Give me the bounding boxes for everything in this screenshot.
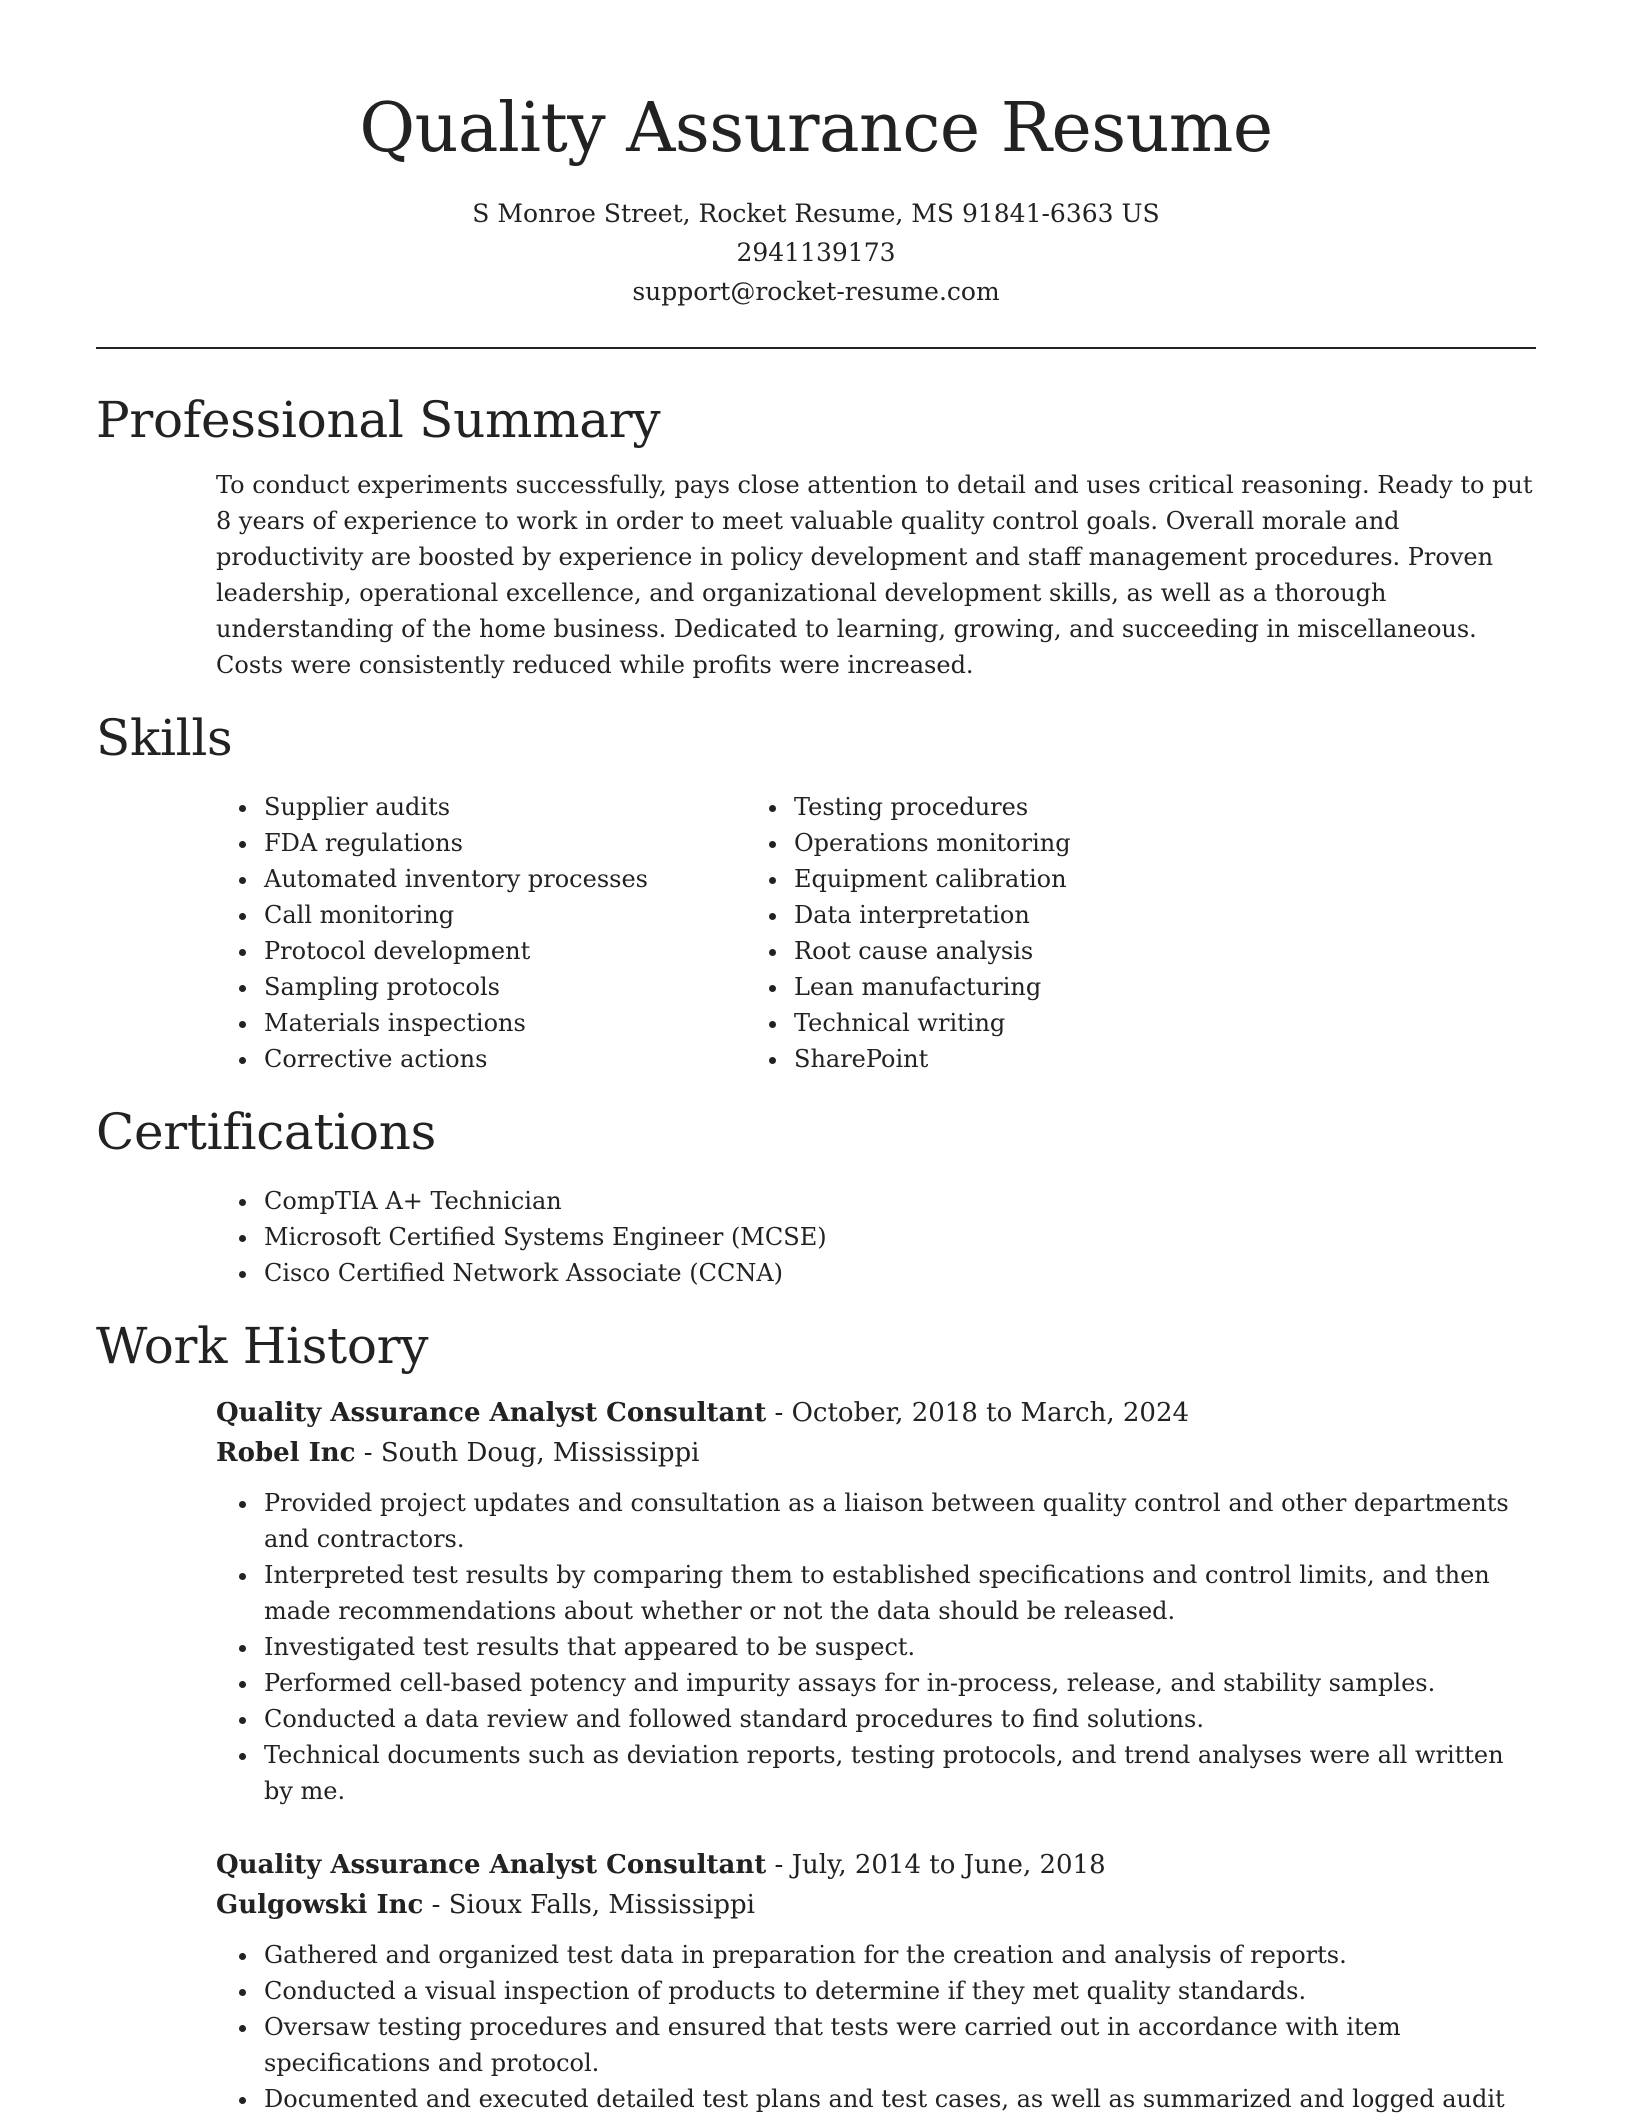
list-item: • SharePoint xyxy=(790,1041,1071,1077)
list-item: • Cisco Certified Network Associate (CCNA) xyxy=(260,1255,1536,1291)
list-item: • Supplier audits xyxy=(260,789,746,825)
list-item: • CompTIA A+ Technician xyxy=(260,1183,1536,1219)
resume-title: Quality Assurance Resume xyxy=(359,89,1273,168)
list-item: • Technical documents such as deviation reports, testing protocols, and trend analyses were all written by me. xyxy=(260,1737,1536,1809)
address: S Monroe Street, Rocket Resume, MS 91841-6363 US xyxy=(472,199,1160,228)
list-item: • Operations monitoring xyxy=(790,825,1071,861)
certifications-section xyxy=(96,1099,1536,1291)
job-dates: - October, 2018 to March, 2024 xyxy=(766,1398,1190,1428)
work-history-section xyxy=(96,1313,1536,2117)
certifications-list xyxy=(96,1183,1536,1291)
list-item: • Interpreted test results by comparing them to established specifications and control limits, and then made recommendations about whether or not the data should be released. xyxy=(260,1557,1536,1629)
certifications-heading: Certifications xyxy=(96,1103,436,1161)
job-title: Quality Assurance Analyst Consultant xyxy=(216,1850,767,1880)
list-item: • Automated inventory processes xyxy=(260,861,746,897)
list-item: • Corrective actions xyxy=(260,1041,746,1077)
job-title: Quality Assurance Analyst Consultant xyxy=(216,1398,767,1428)
list-item: • Data interpretation xyxy=(790,897,1071,933)
list-item: • Documented and executed detailed test plans and test cases, as well as summarized and logged audit xyxy=(260,2081,1536,2117)
phone: 2941139173 xyxy=(736,238,896,267)
list-item: • Equipment calibration xyxy=(790,861,1071,897)
contact-block xyxy=(0,194,1632,311)
job-bullets xyxy=(216,1937,1536,2117)
job-title-line xyxy=(216,1393,1536,1433)
job-bullets xyxy=(216,1485,1536,1809)
list-item: • FDA regulations xyxy=(260,825,746,861)
list-item: • Conducted a data review and followed standard procedures to find solutions. xyxy=(260,1701,1536,1737)
list-item: • Conducted a visual inspection of products to determine if they met quality standards. xyxy=(260,1973,1536,2009)
skills-list-right xyxy=(746,789,1071,1077)
list-item: • Microsoft Certified Systems Engineer (MCSE) xyxy=(260,1219,1536,1255)
list-item: • Oversaw testing procedures and ensured that tests were carried out in accordance with item specifications and protocol. xyxy=(260,2009,1536,2081)
job-company: Robel Inc xyxy=(216,1438,356,1468)
job-company-line xyxy=(216,1433,1536,1473)
job-company-line xyxy=(216,1885,1536,1925)
job-location: - South Doug, Mississippi xyxy=(355,1438,700,1468)
resume-header xyxy=(0,0,1632,311)
list-item: • Root cause analysis xyxy=(790,933,1071,969)
list-item: • Provided project updates and consultation as a liaison between quality control and other departments and contractors. xyxy=(260,1485,1536,1557)
skills-heading: Skills xyxy=(96,709,233,767)
list-item: • Call monitoring xyxy=(260,897,746,933)
list-item: • Gathered and organized test data in preparation for the creation and analysis of reports. xyxy=(260,1937,1536,1973)
email: support@rocket-resume.com xyxy=(632,277,1000,306)
skills-section xyxy=(96,705,1536,1077)
job-dates: - July, 2014 to June, 2018 xyxy=(766,1850,1106,1880)
summary-section xyxy=(96,387,1536,683)
job-entry xyxy=(216,1393,1536,1809)
list-item: • Materials inspections xyxy=(260,1005,746,1041)
work-history-heading: Work History xyxy=(96,1317,429,1375)
summary-heading: Professional Summary xyxy=(96,391,661,449)
summary-text: To conduct experiments successfully, pays close attention to detail and uses critical reasoning. Ready to put 8 years of experience to work in order to meet valuable quality control goals. Overall morale and productivity are boosted by experience in policy development and staff management procedures. Proven leadership, operational excellence, and organizational development skills, as well as a thorough understanding of the home business. Dedicated to learning, growing, and succeeding in miscellaneous. Costs were consistently reduced while profits were increased. xyxy=(216,471,1533,679)
skills-list-left xyxy=(96,789,746,1077)
job-location: - Sioux Falls, Mississippi xyxy=(423,1890,755,1920)
list-item: • Investigated test results that appeared to be suspect. xyxy=(260,1629,1536,1665)
header-divider xyxy=(96,347,1536,349)
list-item: • Technical writing xyxy=(790,1005,1071,1041)
list-item: • Testing procedures xyxy=(790,789,1071,825)
list-item: • Protocol development xyxy=(260,933,746,969)
job-title-line xyxy=(216,1845,1536,1885)
list-item: • Sampling protocols xyxy=(260,969,746,1005)
list-item: • Lean manufacturing xyxy=(790,969,1071,1005)
skills-columns xyxy=(96,789,1536,1077)
list-item: • Performed cell-based potency and impurity assays for in-process, release, and stability samples. xyxy=(260,1665,1536,1701)
job-company: Gulgowski Inc xyxy=(216,1890,424,1920)
job-entry xyxy=(216,1845,1536,2117)
